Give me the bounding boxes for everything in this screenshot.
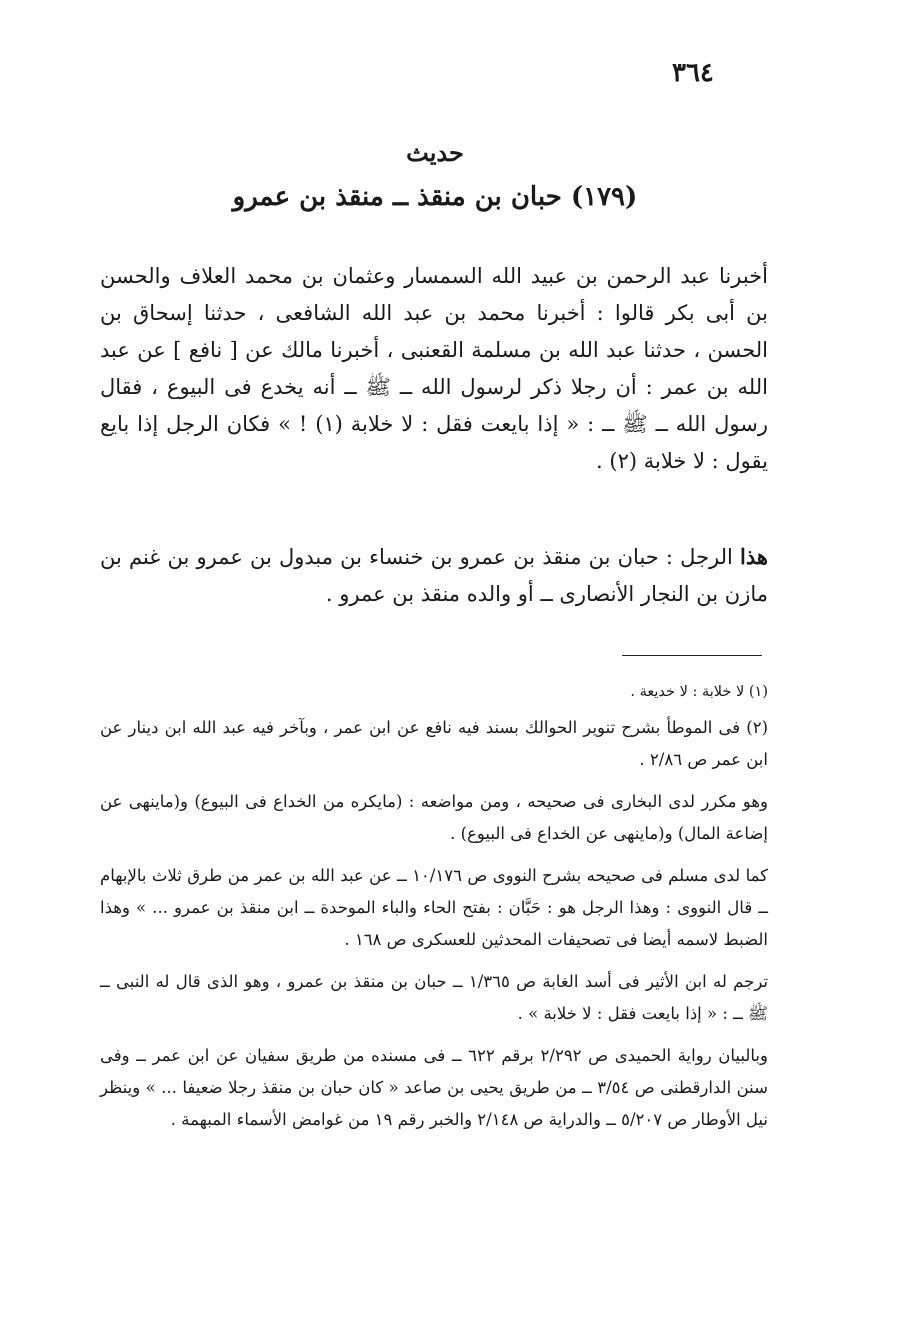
footnote-1: (١) لا خلابة : لا خديعة .	[630, 684, 768, 700]
footnote-2-ibn-athir: ترجم له ابن الأثير فى أسد الغابة ص ١/٣٦٥ ــ حبان بن منقذ بن عمرو ، وهو الذى قال له النبى ــ ﷺ ــ : « إذا بايعت فقل : لا خلابة » .	[100, 972, 769, 1023]
footnote-2-humaidi: وبالبيان رواية الحميدى ص ٢/٢٩٢ برقم ٦٢٢ ــ فى مسنده من طريق سفيان عن ابن عمر ــ وفى سنن الدارقطنى ص ٣/٥٤ ــ من طريق يحيى بن صاعد « كان حبان بن منقذ رجلا ضعيفا ... » وينظر نيل الأوطار ص ٥/٢٠٧ ــ والدراية ص ٢/١٤٨ والخبر رقم ١٩ من غوامض الأسماء المبهمة .	[100, 1046, 768, 1129]
footnotes	[100, 676, 768, 1146]
footnote-2-muslim: كما لدى مسلم فى صحيحه بشرح النووى ص ١٠/١٧٦ ــ عن عبد الله بن عمر من طرق ثلاث بالإبهام ــ قال النووى : وهذا الرجل هو : حَبَّان : بفتح الحاء والباء الموحدة ــ ابن منقذ بن عمرو ... » وهذا الضبط لاسمه أيضا فى تصحيفات المحدثين للعسكرى ص ١٦٨ .	[100, 866, 768, 949]
paragraph-lead-word: هذا	[740, 544, 768, 569]
footnote-separator	[622, 655, 762, 656]
hadith-text-paragraph: أخبرنا عبد الرحمن بن عبيد الله السمسار وعثمان بن محمد العلاف والحسن بن أبى بكر قالوا : أخبرنا محمد بن عبد الله الشافعى ، حدثنا إسحاق بن الحسن ، حدثنا عبد الله بن مسلمة القعنبى ، أخبرنا مالك عن [ نافع ] عن عبد الله بن عمر : أن رجلا ذكر لرسول الله ــ ﷺ ــ أنه يخدع فى البيوع ، فقال رسول الله ــ ﷺ ــ : « إذا بايعت فقل : لا خلابة (١) ! » فكان الرجل إذا بايع يقول : لا خلابة (٢) .	[100, 264, 768, 473]
paragraph-body: الرجل : حبان بن منقذ بن عمرو بن خنساء بن مبدول بن عمرو بن غنم بن مازن بن النجار الأنصارى ــ أو والده منقذ بن عمرو .	[100, 545, 768, 606]
section-heading: حديث	[406, 138, 464, 167]
footnote-2-bukhari: وهو مكرر لدى البخارى فى صحيحه ، ومن مواضعه : (مايكره من الخداع فى البيوع) و(ماينهى عن إضاعة المال) و(ماينهى عن الخداع فى البيوع) .	[100, 792, 768, 843]
page-number: ٣٦٤	[672, 58, 714, 88]
footnote-2: (٢) فى الموطأ بشرح تنوير الحوالك بسند فيه نافع عن ابن عمر ، وبآخر فيه عبد الله ابن دينار عن ابن عمر ص ٢/٨٦ .	[100, 718, 768, 769]
narrator-paragraph	[100, 538, 768, 613]
hadith-title: (١٧٩) حبان بن منقذ ــ منقذ بن عمرو	[232, 182, 638, 212]
